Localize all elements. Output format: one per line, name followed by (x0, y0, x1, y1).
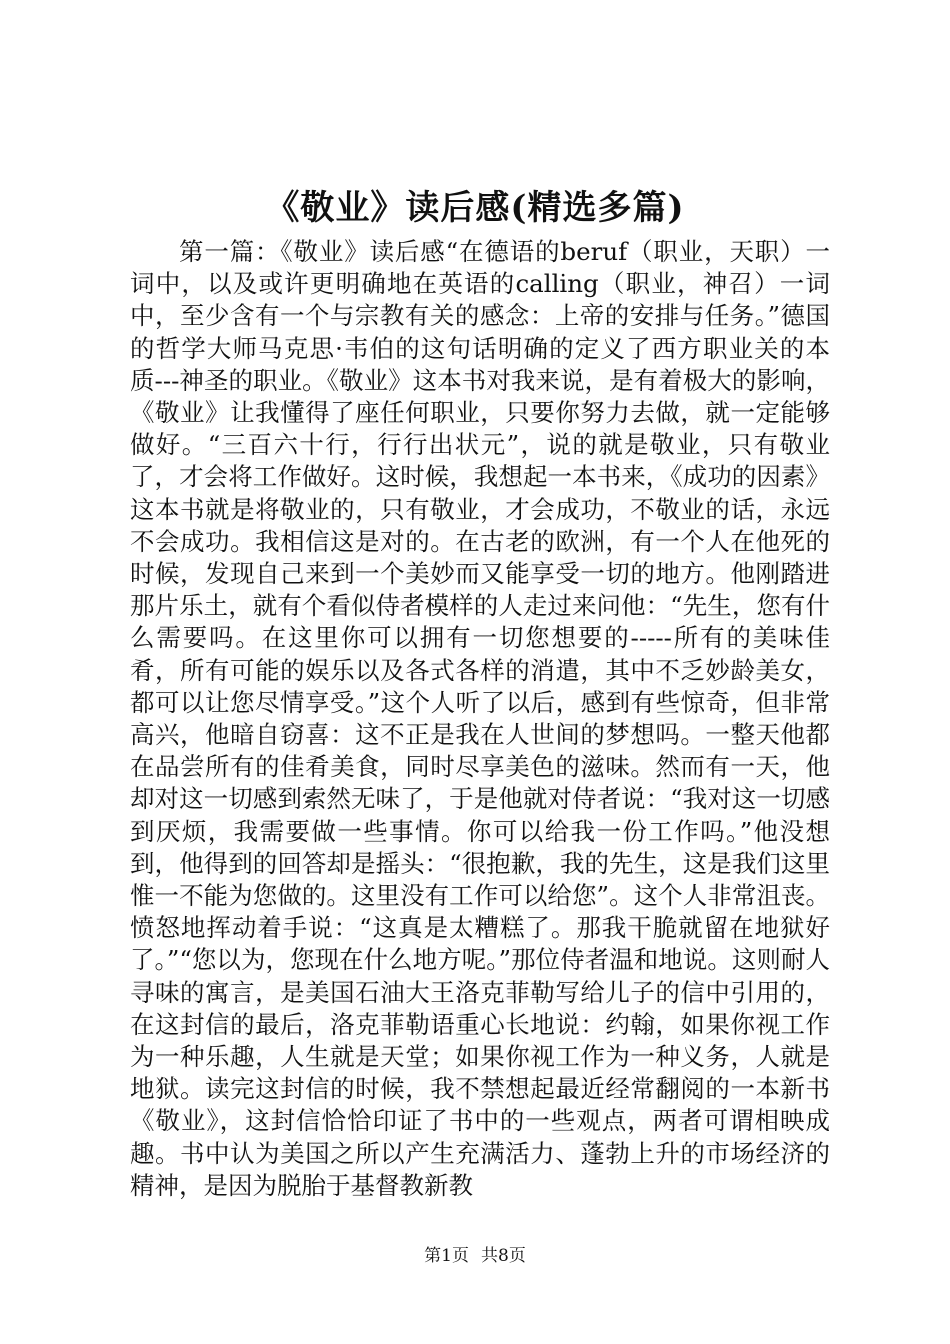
document-body: 第一篇：《敬业》读后感“在德语的beruf（职业，天职）一词中，以及或许更明确地在英语的calling（职业，神召）一词中，至少含有一个与宗教有关的感念：上帝的安排与任务。”德国的哲学大师马克思·韦伯的这句话明确的定义了西方职业关的本质---神圣的职业。《敬业》这本书对我来说，是有着极大的影响，《敬业》让我懂得了座任何职业，只要你努力去做，就一定能够做好。“三百六十行，行行出状元”，说的就是敬业，只有敬业了，才会将工作做好。这时候，我想起一本书来，《成功的因素》这本书就是将敬业的，只有敬业，才会成功，不敬业的话，永远不会成功。我相信这是对的。在古老的欧洲，有一个人在他死的时候，发现自己来到一个美妙而又能享受一切的地方。他刚踏进那片乐土，就有个看似侍者模样的人走过来问他：“先生，您有什么需要吗。在这里你可以拥有一切您想要的-----所有的美味佳肴，所有可能的娱乐以及各式各样的消遣，其中不乏妙龄美女，都可以让您尽情享受。”这个人听了以后，感到有些惊奇，但非常高兴，他暗自窃喜：这不正是我在人世间的梦想吗。一整天他都在品尝所有的佳肴美食，同时尽享美色的滋味。然而有一天，他却对这一切感到索然无味了，于是他就对侍者说：“我对这一切感到厌烦，我需要做一些事情。你可以给我一份工作吗。”他没想到，他得到的回答却是摇头：“很抱歉，我的先生，这是我们这里惟一不能为您做的。这里没有工作可以给您”。这个人非常沮丧。愤怒地挥动着手说：“这真是太糟糕了。那我干脆就留在地狱好了。”“您以为，您现在什么地方呢。”那位侍者温和地说。这则耐人寻味的寓言，是美国石油大王洛克菲勒写给儿子的信中引用的，在这封信的最后，洛克菲勒语重心长地说：约翰，如果你视工作为一种乐趣，人生就是天堂；如果你视工作为一种义务，人就是地狱。读完这封信的时候，我不禁想起最近经常翻阅的一本新书《敬业》，这封信恰恰印证了书中的一些观点，两者可谓相映成趣。书中认为美国之所以产生充满活力、蓬勃上升的市场经济的精神，是因为脱胎于基督教新教 (130, 237, 830, 1200)
page-number: 第1页 (424, 1246, 469, 1266)
page-footer (0, 1244, 950, 1268)
page-total: 共8页 (481, 1246, 526, 1266)
document-title: 《敬业》读后感(精选多篇) (265, 188, 685, 228)
